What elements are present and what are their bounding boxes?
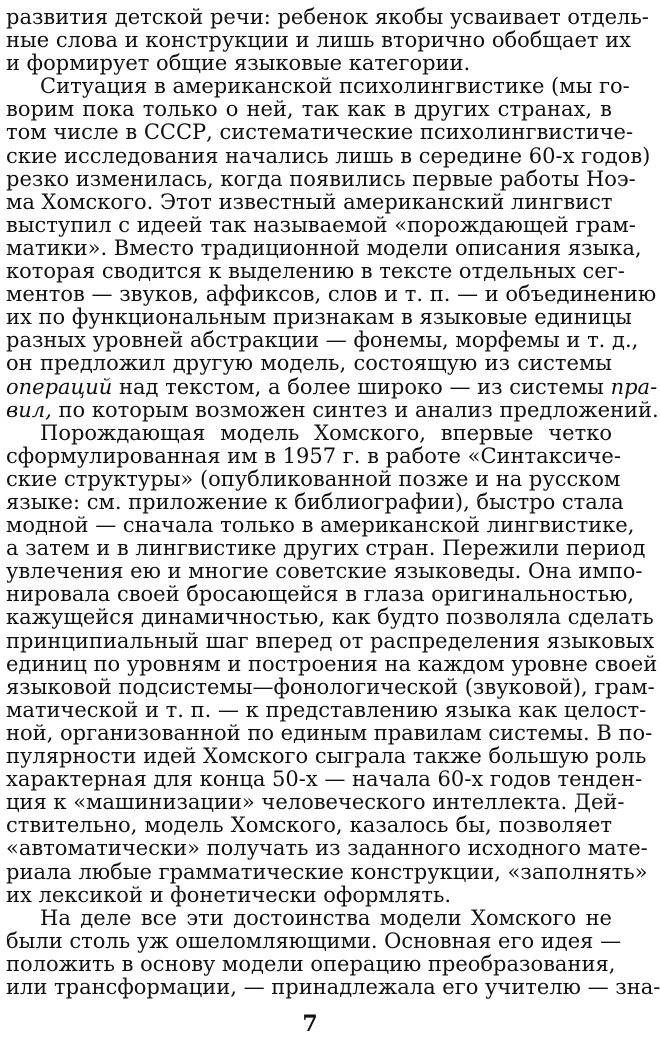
text-line: ментов — звуков, аффиксов, слов и т. п. — и объединению [6,282,657,306]
text-line: разных уровней абстракции — фонемы, морфемы и т. д., [6,328,639,352]
text-line: ные слова и конструкции и лишь вторично обобщает их [6,28,632,52]
text-line: положить в основу модели операцию преобразования, [6,952,616,976]
text-line: ские структуры» (опубликованной позже и на русском [6,467,621,491]
page-number: 7 [302,1011,318,1037]
text-line: он предложил другую модель, состоящую из системы [6,351,612,375]
text-line: ствительно, модель Хомского, казалось бы, позволяет [6,813,612,837]
text-line: риала любые грамматические конструкции, «заполнять» [6,860,648,884]
text-line: том числе в СССР, систематические психолингвистиче- [6,120,634,144]
text-line: ворим пока только о ней, так как в других странах, в [6,97,612,121]
text-line: резко изменилась, когда появились первые работы Ноэ- [6,167,636,191]
text-line: их по функциональным признакам в языковые единицы [6,305,632,329]
text-line: матики». Вместо традиционной модели описания языка, [6,236,642,260]
text-line: матической и т. п. — к представлению языка как целост- [6,698,647,722]
text-line: единиц по уровням и построения на каждом уровне своей [6,652,658,676]
text-line: и формирует общие языковые категории. [6,51,471,75]
text-line: характерная для конца 50-х — начала 60-х годов тенден- [6,767,643,791]
text-line: а затем и в лингвистике других стран. Пережили период [6,536,646,560]
text-line: ма Хомского. Этот известный американский лингвист [6,190,613,214]
text-line-with-italic: вил, по которым возможен синтез и анализ предложений. [6,398,659,422]
text-line: нировала своей бросающейся в глаза оригинальностью, [6,582,635,606]
text-line: ной, организованной по единым правилам системы. В по- [6,721,653,745]
text-line: языковой подсистемы—фонологической (звуковой), грам- [6,675,655,699]
text-line: Порождающая модель Хомского, впервые четко [40,421,612,445]
text-line: или трансформации, — принадлежала его учителю — зна- [6,975,660,999]
italic-word: операций [6,375,113,399]
text-line: выступил с идеей так называемой «порождающей грам- [6,213,636,237]
text-line: ские исследования начались лишь в середине 60-х годов) [6,144,651,168]
italic-word: пра- [610,375,658,399]
text-line: модной — сначала только в американской лингвистике, [6,513,635,537]
text-line: развития детской речи: ребенок якобы усваивает отдель- [6,5,649,29]
text-line: были столь уж ошеломляющими. Основная его идея — [6,929,622,953]
text-line: увлечения ею и многие советские языковеды. Она импо- [6,559,643,583]
italic-word: вил, [6,398,52,422]
text-line: На деле все эти достоинства модели Хомского не [40,906,612,930]
text-line: которая сводится к выделению в тексте отдельных сег- [6,259,625,283]
text-line: их лексикой и фонетически оформлять. [6,883,452,907]
text-line: языке: см. приложение к библиографии), быстро стала [6,490,624,514]
text-line: «автоматически» получать из заданного исходного мате- [6,836,648,860]
text-line: пулярности идей Хомского сыграла также большую роль [6,744,647,768]
text-line-with-italic: операций над текстом, а более широко — из системы пра- [6,375,658,399]
text-line: ция к «машинизации» человеческого интеллекта. Дей- [6,790,625,814]
text-line: Ситуация в американской психолингвистике (мы го- [40,74,630,98]
text-line: кажущейся динамичностью, как будто позволяла сделать [6,605,654,629]
text-line: сформулированная им в 1957 г. в работе «Синтаксиче- [6,444,621,468]
text-line: принципиальный шаг вперед от распределения языковых [6,629,655,653]
